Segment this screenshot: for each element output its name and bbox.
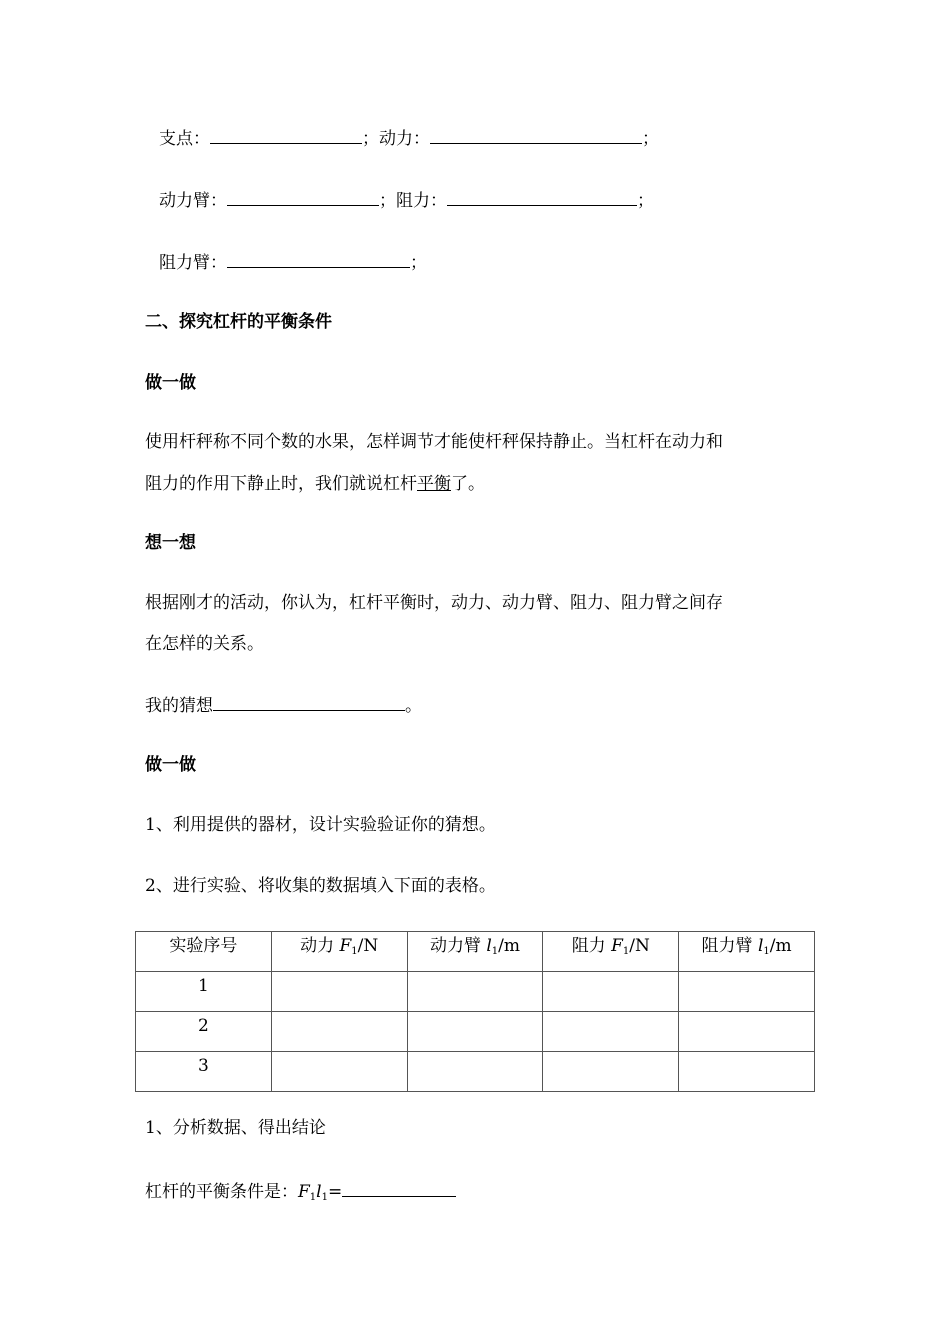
- guess-line: [145, 692, 422, 718]
- effort-arm-label: 动力臂：: [159, 191, 227, 211]
- header-trial-number: 实验序号: [136, 932, 272, 972]
- conclusion-step: 1、分析数据、得出结论: [145, 1118, 326, 1138]
- equals-sign: =: [327, 1182, 343, 1202]
- table-row: [136, 1052, 815, 1092]
- cell-trial: 1: [136, 972, 272, 1012]
- cell-effort-arm[interactable]: [407, 1052, 543, 1092]
- var-l: l: [316, 1182, 322, 1202]
- load-blank[interactable]: [447, 187, 637, 206]
- effort-arm-blank[interactable]: [227, 187, 379, 206]
- do-heading-2: 做一做: [145, 755, 196, 775]
- load-arm-label: 阻力臂：: [159, 253, 227, 273]
- header-effort-arm: 动力臂 $l_1/m$: [407, 932, 543, 972]
- pivot-label: 支点：: [159, 129, 210, 149]
- fill-line-effort-arm-load: [159, 187, 654, 213]
- cell-effort-arm[interactable]: [407, 1012, 543, 1052]
- cell-effort[interactable]: [271, 972, 407, 1012]
- think-heading: 想一想: [145, 533, 196, 553]
- conclusion-blank[interactable]: [342, 1178, 456, 1197]
- separator: 。: [405, 696, 422, 716]
- paragraph-1-line-2: [145, 472, 485, 496]
- do-heading-1: 做一做: [145, 373, 196, 393]
- conclusion-label: 杠杆的平衡条件是：: [145, 1182, 298, 1202]
- cell-effort[interactable]: [271, 1012, 407, 1052]
- table-row: [136, 972, 815, 1012]
- conclusion-line: [145, 1178, 456, 1204]
- separator: ；: [637, 191, 654, 211]
- guess-label: 我的猜想: [145, 696, 213, 716]
- paragraph-2-line-2: 在怎样的关系。: [145, 634, 264, 654]
- header-load: 阻力 $F_1/N$: [543, 932, 679, 972]
- section-heading: 二、探究杠杆的平衡条件: [145, 312, 332, 332]
- subscript: 1: [309, 1192, 317, 1203]
- table-row: [136, 1012, 815, 1052]
- header-load-arm: 阻力臂 $l_1/m$: [679, 932, 815, 972]
- var-f: F: [298, 1182, 310, 1202]
- cell-effort-arm[interactable]: [407, 972, 543, 1012]
- separator: ；: [642, 129, 659, 149]
- cell-load-arm[interactable]: [679, 1052, 815, 1092]
- cell-trial: 2: [136, 1012, 272, 1052]
- text: 了。: [451, 474, 485, 494]
- term-balance: 平衡: [417, 474, 451, 494]
- fill-line-pivot-effort: [159, 125, 659, 151]
- paragraph-1-line-1: 使用杆秤称不同个数的水果，怎样调节才能使杆秤保持静止。当杠杆在动力和: [145, 432, 723, 452]
- step-2: 2、进行实验、将收集的数据填入下面的表格。: [145, 876, 496, 896]
- effort-label: ；动力：: [362, 129, 430, 149]
- cell-load[interactable]: [543, 972, 679, 1012]
- table-header-row: [136, 932, 815, 972]
- fill-line-load-arm: [159, 249, 427, 275]
- load-label: ；阻力：: [379, 191, 447, 211]
- cell-load-arm[interactable]: [679, 972, 815, 1012]
- step-1: 1、利用提供的器材，设计实验验证你的猜想。: [145, 815, 496, 835]
- cell-load-arm[interactable]: [679, 1012, 815, 1052]
- experiment-data-table: [135, 931, 815, 1092]
- text: 阻力的作用下静止时，我们就说杠杆: [145, 474, 417, 494]
- pivot-blank[interactable]: [210, 125, 362, 144]
- paragraph-2-line-1: 根据刚才的活动，你认为，杠杆平衡时，动力、动力臂、阻力、阻力臂之间存: [145, 593, 723, 613]
- cell-load[interactable]: [543, 1012, 679, 1052]
- separator: ；: [410, 253, 427, 273]
- cell-trial: 3: [136, 1052, 272, 1092]
- cell-effort[interactable]: [271, 1052, 407, 1092]
- subscript: 1: [321, 1192, 328, 1203]
- cell-load[interactable]: [543, 1052, 679, 1092]
- effort-blank[interactable]: [430, 125, 642, 144]
- load-arm-blank[interactable]: [227, 249, 410, 268]
- guess-blank[interactable]: [213, 692, 405, 711]
- header-effort: 动力 $F_1/N$: [271, 932, 407, 972]
